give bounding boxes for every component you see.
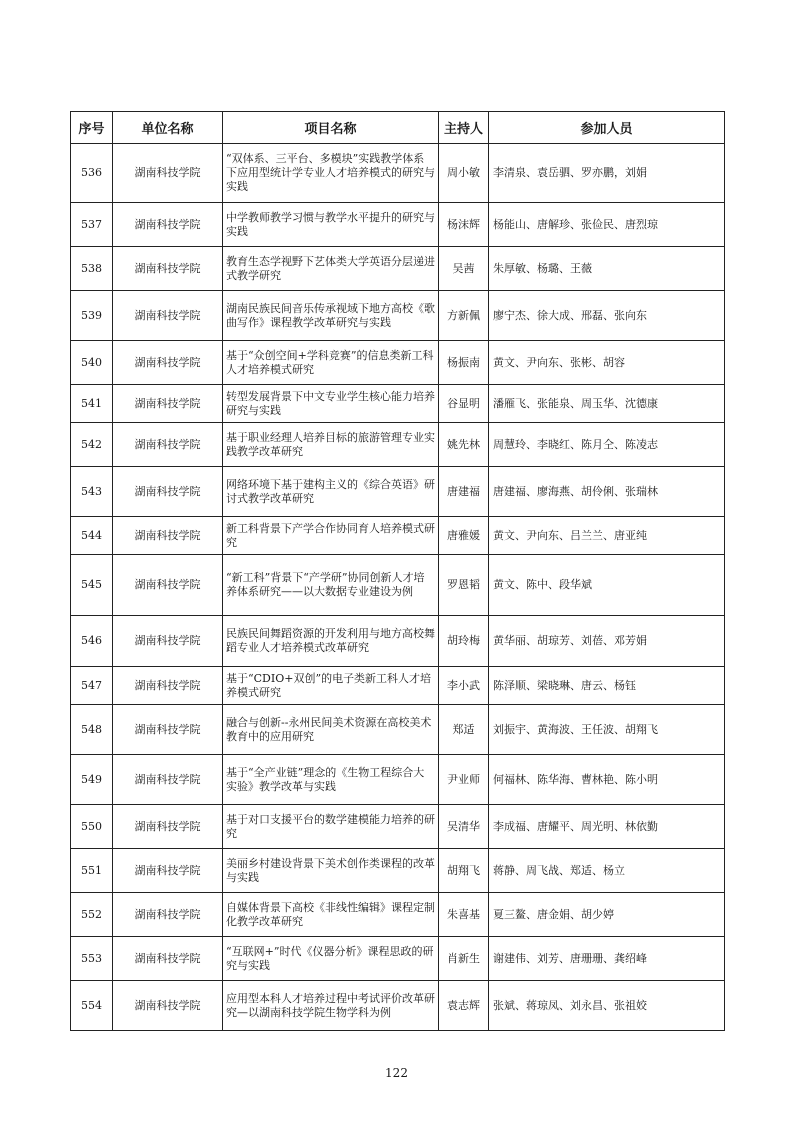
- cell-seq: 541: [71, 385, 113, 423]
- table-row: [71, 341, 725, 385]
- cell-unit: 湖南科技学院: [113, 616, 223, 667]
- cell-unit: 湖南科技学院: [113, 203, 223, 247]
- cell-unit: 湖南科技学院: [113, 705, 223, 755]
- cell-unit: 湖南科技学院: [113, 385, 223, 423]
- cell-members: 黄文、尹向东、吕兰兰、唐亚纯: [489, 517, 725, 555]
- table-row: [71, 385, 725, 423]
- cell-seq: 552: [71, 893, 113, 937]
- cell-members: 周慧玲、李晓红、陈月仝、陈凌志: [489, 423, 725, 467]
- cell-host: 胡翔飞: [439, 849, 489, 893]
- cell-unit: 湖南科技学院: [113, 981, 223, 1031]
- table-row: [71, 849, 725, 893]
- cell-unit: 湖南科技学院: [113, 849, 223, 893]
- cell-project: 基于“众创空间+学科竞赛”的信息类新工科人才培养模式研究: [223, 341, 439, 385]
- cell-unit: 湖南科技学院: [113, 291, 223, 341]
- cell-unit: 湖南科技学院: [113, 555, 223, 616]
- project-list-table: [70, 111, 725, 1031]
- cell-host: 杨沫辉: [439, 203, 489, 247]
- cell-unit: 湖南科技学院: [113, 805, 223, 849]
- table-row: [71, 981, 725, 1031]
- cell-project: 新工科背景下产学合作协同育人培养模式研究: [223, 517, 439, 555]
- cell-project: 中学教师教学习惯与教学水平提升的研究与实践: [223, 203, 439, 247]
- table-row: [71, 291, 725, 341]
- cell-project: “双体系、三平台、多模块”实践教学体系下应用型统计学专业人才培养模式的研究与实践: [223, 144, 439, 203]
- cell-members: 夏三鳌、唐金娟、胡少婷: [489, 893, 725, 937]
- cell-host: 吴清华: [439, 805, 489, 849]
- cell-host: 谷显明: [439, 385, 489, 423]
- table-row: [71, 755, 725, 805]
- cell-project: 基于“全产业链”理念的《生物工程综合大实验》教学改革与实践: [223, 755, 439, 805]
- cell-host: 姚先林: [439, 423, 489, 467]
- cell-host: 李小武: [439, 667, 489, 705]
- cell-members: 潘雁飞、张能泉、周玉华、沈德康: [489, 385, 725, 423]
- cell-project: 网络环境下基于建构主义的《综合英语》研讨式教学改革研究: [223, 467, 439, 517]
- cell-unit: 湖南科技学院: [113, 467, 223, 517]
- header-members: 参加人员: [489, 112, 725, 144]
- cell-host: 唐雅媛: [439, 517, 489, 555]
- cell-members: 张斌、蒋琼凤、刘永昌、张祖姣: [489, 981, 725, 1031]
- cell-unit: 湖南科技学院: [113, 517, 223, 555]
- cell-seq: 536: [71, 144, 113, 203]
- cell-seq: 550: [71, 805, 113, 849]
- table-row: [71, 517, 725, 555]
- cell-members: 杨能山、唐解珍、张俭民、唐烈琼: [489, 203, 725, 247]
- cell-unit: 湖南科技学院: [113, 755, 223, 805]
- cell-members: 蒋静、周飞战、郑适、杨立: [489, 849, 725, 893]
- header-seq: 序号: [71, 112, 113, 144]
- header-host: 主持人: [439, 112, 489, 144]
- cell-seq: 540: [71, 341, 113, 385]
- cell-seq: 546: [71, 616, 113, 667]
- cell-host: 方新佩: [439, 291, 489, 341]
- table-row: [71, 937, 725, 981]
- cell-seq: 542: [71, 423, 113, 467]
- cell-project: 教育生态学视野下艺体类大学英语分层递进式教学研究: [223, 247, 439, 291]
- header-project: 项目名称: [223, 112, 439, 144]
- cell-seq: 544: [71, 517, 113, 555]
- cell-members: 陈泽顺、梁晓琳、唐云、杨钰: [489, 667, 725, 705]
- cell-host: 周小敏: [439, 144, 489, 203]
- cell-project: 融合与创新--永州民间美术资源在高校美术教育中的应用研究: [223, 705, 439, 755]
- cell-members: 李成福、唐耀平、周光明、林依勤: [489, 805, 725, 849]
- cell-seq: 537: [71, 203, 113, 247]
- cell-seq: 539: [71, 291, 113, 341]
- cell-seq: 548: [71, 705, 113, 755]
- table-row: [71, 805, 725, 849]
- cell-host: 郑适: [439, 705, 489, 755]
- cell-seq: 545: [71, 555, 113, 616]
- cell-host: 吴茜: [439, 247, 489, 291]
- cell-unit: 湖南科技学院: [113, 247, 223, 291]
- cell-project: 湖南民族民间音乐传承视域下地方高校《歌曲写作》课程教学改革研究与实践: [223, 291, 439, 341]
- cell-members: 谢建伟、刘芳、唐珊珊、龚绍峰: [489, 937, 725, 981]
- table-row: [71, 555, 725, 616]
- cell-members: 黄文、尹向东、张彬、胡容: [489, 341, 725, 385]
- cell-members: 何福林、陈华海、曹林艳、陈小明: [489, 755, 725, 805]
- cell-members: 唐建福、廖海燕、胡伶俐、张瑞林: [489, 467, 725, 517]
- cell-project: 应用型本科人才培养过程中考试评价改革研究—以湖南科技学院生物学科为例: [223, 981, 439, 1031]
- cell-seq: 551: [71, 849, 113, 893]
- cell-project: 转型发展背景下中文专业学生核心能力培养研究与实践: [223, 385, 439, 423]
- cell-host: 肖新生: [439, 937, 489, 981]
- table-row: [71, 893, 725, 937]
- cell-host: 胡玲梅: [439, 616, 489, 667]
- cell-seq: 553: [71, 937, 113, 981]
- table-row: [71, 247, 725, 291]
- cell-project: 基于“CDIO+双创”的电子类新工科人才培养模式研究: [223, 667, 439, 705]
- cell-project: 民族民间舞蹈资源的开发利用与地方高校舞蹈专业人才培养模式改革研究: [223, 616, 439, 667]
- cell-host: 尹业师: [439, 755, 489, 805]
- cell-unit: 湖南科技学院: [113, 667, 223, 705]
- cell-seq: 554: [71, 981, 113, 1031]
- table-row: [71, 423, 725, 467]
- table-row: [71, 705, 725, 755]
- table-header-row: [71, 112, 725, 144]
- cell-seq: 549: [71, 755, 113, 805]
- table-row: [71, 667, 725, 705]
- cell-project: 自媒体背景下高校《非线性编辑》课程定制化教学改革研究: [223, 893, 439, 937]
- cell-unit: 湖南科技学院: [113, 937, 223, 981]
- cell-seq: 543: [71, 467, 113, 517]
- cell-members: 黄文、陈中、段华斌: [489, 555, 725, 616]
- cell-members: 黄华丽、胡琼芳、刘蓓、邓芳娟: [489, 616, 725, 667]
- cell-host: 杨振南: [439, 341, 489, 385]
- cell-members: 朱厚敏、杨璐、王薇: [489, 247, 725, 291]
- cell-unit: 湖南科技学院: [113, 423, 223, 467]
- cell-unit: 湖南科技学院: [113, 341, 223, 385]
- cell-host: 罗恩韬: [439, 555, 489, 616]
- cell-seq: 547: [71, 667, 113, 705]
- cell-host: 朱喜基: [439, 893, 489, 937]
- table-row: [71, 467, 725, 517]
- table-row: [71, 203, 725, 247]
- cell-seq: 538: [71, 247, 113, 291]
- table-row: [71, 616, 725, 667]
- page-number: 122: [385, 1066, 408, 1080]
- cell-members: 廖宁杰、徐大成、邢磊、张向东: [489, 291, 725, 341]
- cell-project: “互联网+”时代《仪器分析》课程思政的研究与实践: [223, 937, 439, 981]
- header-unit: 单位名称: [113, 112, 223, 144]
- table-row: [71, 144, 725, 203]
- cell-unit: 湖南科技学院: [113, 144, 223, 203]
- cell-members: 刘振宇、黄海波、王任波、胡翔飞: [489, 705, 725, 755]
- cell-project: 基于对口支援平台的数学建模能力培养的研究: [223, 805, 439, 849]
- cell-project: 基于职业经理人培养目标的旅游管理专业实践教学改革研究: [223, 423, 439, 467]
- cell-host: 唐建福: [439, 467, 489, 517]
- cell-unit: 湖南科技学院: [113, 893, 223, 937]
- cell-project: “新工科”背景下“产学研”协同创新人才培养体系研究——以大数据专业建设为例: [223, 555, 439, 616]
- cell-members: 李清泉、袁岳驷、罗亦鹏，刘娟: [489, 144, 725, 203]
- cell-project: 美丽乡村建设背景下美术创作类课程的改革与实践: [223, 849, 439, 893]
- cell-host: 袁志辉: [439, 981, 489, 1031]
